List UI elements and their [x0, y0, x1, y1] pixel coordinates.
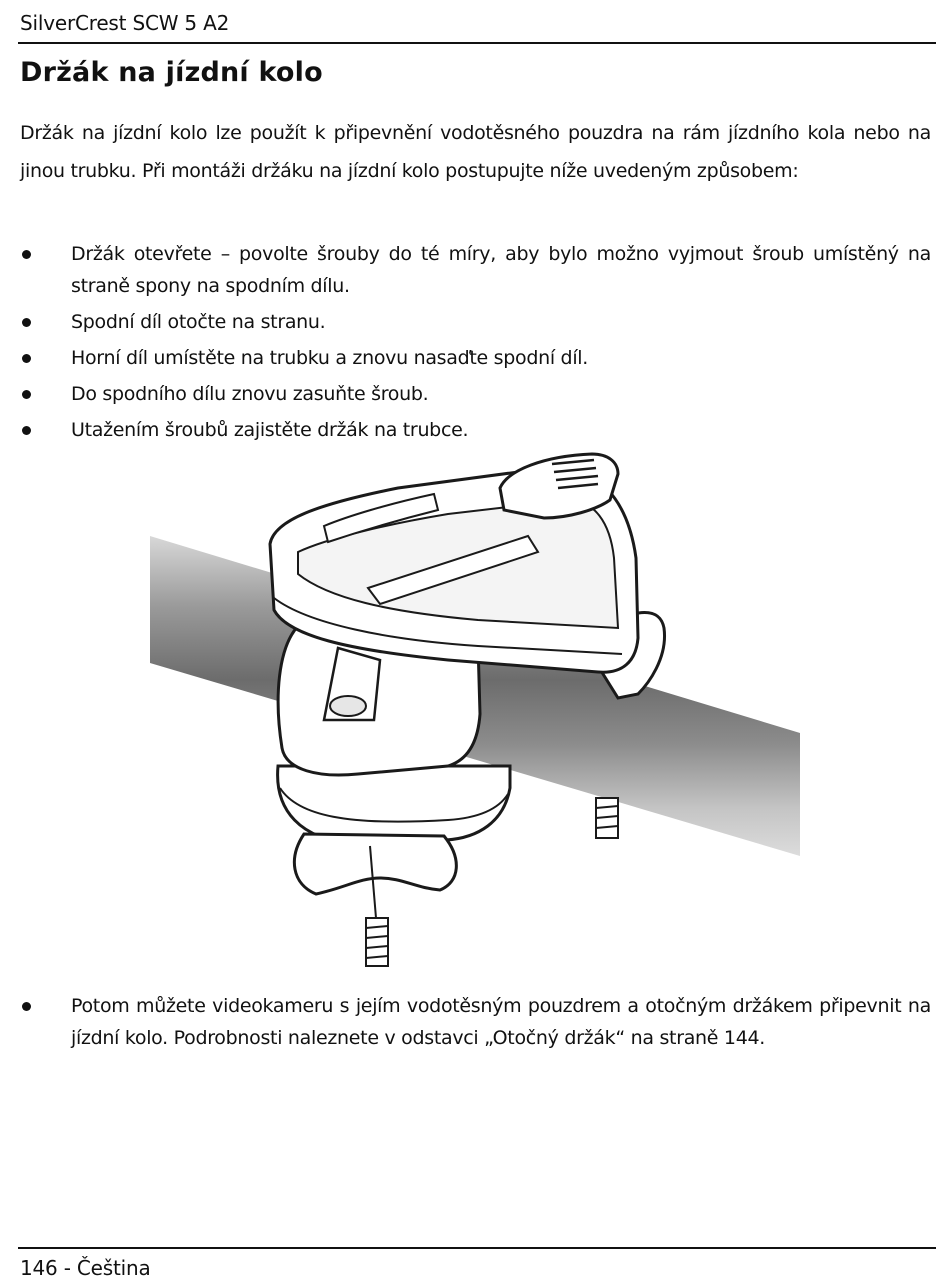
- side-bolt: [596, 798, 618, 838]
- list-item: [20, 990, 931, 1054]
- bolt-hole-shape: [330, 696, 366, 716]
- header-rule: [18, 42, 936, 44]
- page-header-title: SilverCrest SCW 5 A2: [20, 11, 230, 35]
- footer-rule: [18, 1247, 936, 1249]
- bullet-icon: [22, 426, 31, 435]
- list-item: [20, 238, 931, 302]
- step-text: Držák otevřete – povolte šrouby do té míry, aby bylo možno vyjmout šroub umístěný na straně spony na spodním dílu.: [71, 243, 931, 297]
- steps-list: [20, 238, 931, 450]
- list-item: [20, 378, 931, 410]
- bike-mount-drawing: [148, 448, 808, 978]
- intro-paragraph: Držák na jízdní kolo lze použít k připevnění vodotěsného pouzdra na rám jízdního kola nebo na jinou trubku. Při montáži držáku na jízdní kolo postupujte níže uvedeným způsobem:: [20, 122, 931, 182]
- list-item: [20, 306, 931, 338]
- step-text: Utažením šroubů zajistěte držák na trubce.: [71, 419, 469, 441]
- lower-clamp-shape: [278, 766, 510, 844]
- bullet-icon: [22, 318, 31, 327]
- list-item: [20, 342, 931, 374]
- step-text: Spodní díl otočte na stranu.: [71, 311, 326, 333]
- list-item: [20, 414, 931, 446]
- page-footer-label: 146 - Čeština: [20, 1256, 151, 1280]
- bottom-bolt: [366, 918, 388, 966]
- step-text: Potom můžete videokameru s jejím vodotěsným pouzdrem a otočným držákem připevnit na jízdní kolo. Podrobnosti naleznete v odstavci „Otočný držák“ na straně 144.: [71, 995, 931, 1049]
- bike-mount-illustration: [148, 448, 808, 978]
- bullet-icon: [22, 250, 31, 259]
- bullet-icon: [22, 390, 31, 399]
- section-title: Držák na jízdní kolo: [20, 57, 323, 88]
- step-text: Horní díl umístěte na trubku a znovu nasaďte spodní díl.: [71, 347, 589, 369]
- bullet-icon: [22, 354, 31, 363]
- knob-shape: [294, 834, 456, 894]
- bullet-icon: [22, 1002, 31, 1011]
- final-step-list: [20, 990, 931, 1058]
- step-text: Do spodního dílu znovu zasuňte šroub.: [71, 383, 429, 405]
